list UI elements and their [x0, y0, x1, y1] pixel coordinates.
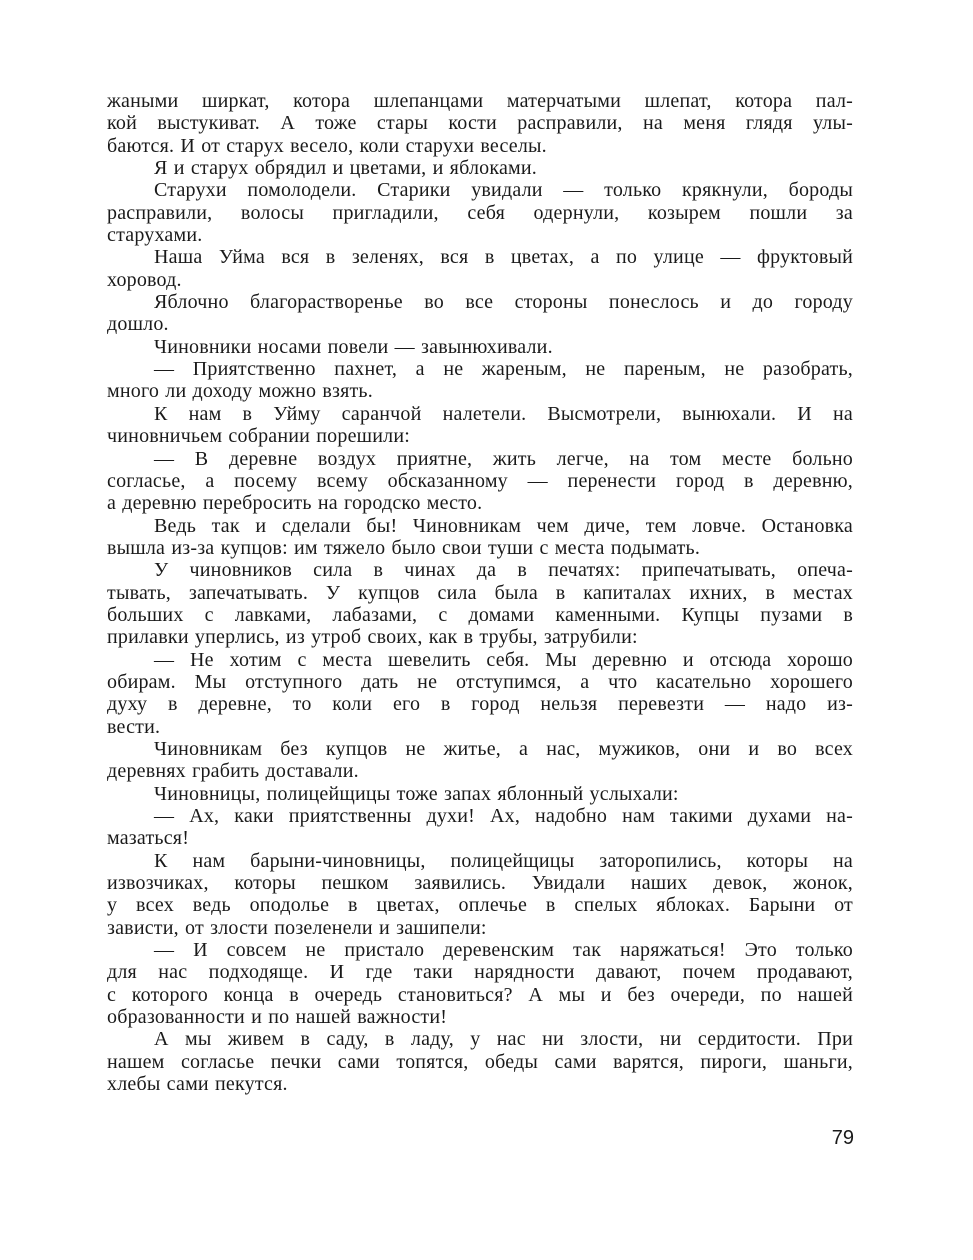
text-line: извозчиках, которы пешком заявились. Увидали наших девок, жонок, [107, 872, 853, 895]
text-line: Ведь так и сделали бы! Чиновникам чем диче, тем ловче. Остановка [154, 514, 853, 537]
text-line: с которого конца в очередь становиться? А мы и без очереди, по нашей [107, 983, 853, 1006]
text-line: Чиновники носами повели — завынюхивали. [154, 335, 553, 358]
text-line: согласье, а посему всему обсказанному — перенести город в деревню, [107, 469, 853, 492]
text-line: образованности и по нашей важности! [107, 1006, 448, 1029]
text-line: больших с лавками, лабазами, с домами каменными. Купцы пузами в [107, 603, 853, 626]
text-line: духу в деревне, то коли его в город нельзя перевезти — надо из- [107, 693, 853, 716]
text-line: хлебы сами пекутся. [107, 1073, 288, 1096]
text-line: А мы живем в саду, в ладу, у нас ни злости, ни сердитости. При [154, 1028, 853, 1051]
text-line: кой выстукиват. А тоже стары кости расправили, на меня глядя улы- [107, 112, 853, 135]
text-line: Чиновникам без купцов не житье, а нас, мужиков, они и во всех [154, 737, 853, 760]
text-line: К нам барыни-чиновницы, полицейщицы заторопились, которы на [154, 849, 853, 872]
text-line: — Ах, каки приятственны духи! Ах, надобно нам такими духами на- [154, 805, 853, 827]
text-line: старухами. [107, 224, 203, 247]
text-line: — В деревне воздух приятне, жить легче, на том месте больно [154, 447, 853, 470]
text-line: — Приятственно пахнет, а не жареным, не пареным, не разобрать, [154, 358, 853, 381]
text-line: Чиновницы, полицейщицы тоже запах яблонный услыхали: [154, 782, 679, 805]
text-line: К нам в Уйму саранчой налетели. Высмотрели, вынюхали. И на [154, 402, 853, 425]
text-line: а деревню перебросить на городско место. [107, 492, 483, 515]
text-line: прилавки уперлись, из утроб своих, как в трубы, затрубили: [107, 626, 638, 649]
text-line: зависти, от злости позеленели и зашипели: [107, 916, 487, 939]
text-block [107, 90, 853, 1095]
text-line: вышла из-за купцов: им тяжело было свои туши с места подымать. [107, 536, 701, 559]
text-line: расправили, волосы пригладили, себя одернули, козырем пошли за [107, 201, 853, 224]
text-line: для нас подходяще. И где таки нарядности давают, почем продавают, [107, 961, 853, 984]
text-line: Я и старух обрядил и цветами, и яблоками. [154, 157, 537, 180]
text-line: деревнях грабить доставали. [107, 760, 359, 783]
text-line: жаными ширкат, котора шлепанцами матерчатыми шлепат, котора пал- [107, 90, 853, 112]
text-line: мазаться! [107, 827, 190, 850]
text-line: дошло. [107, 313, 169, 336]
text-line: Старухи помолодели. Старики увидали — только крякнули, бороды [154, 179, 853, 202]
text-line: вести. [107, 715, 161, 738]
text-line: много ли доходу можно взять. [107, 380, 373, 403]
text-line: хоровод. [107, 268, 182, 291]
text-line: — Не хотим с места шевелить себя. Мы деревню и отсюда хорошо [154, 648, 853, 671]
text-line: обирам. Мы отступного дать не отступимся, а что касательно хорошего [107, 670, 853, 693]
text-line: нашем согласье печки сами топятся, обеды сами варятся, пироги, шаньги, [107, 1050, 853, 1073]
text-line: чиновничьем собрании порешили: [107, 425, 410, 448]
page-number: 79 [831, 1127, 854, 1149]
text-line: тывать, запечатывать. У купцов сила была в капиталах ихних, в местах [107, 581, 853, 604]
text-line: у всех ведь оподолье в цветах, оплечье в спелых яблоках. Барыни от [107, 894, 853, 917]
text-line: Наша Уйма вся в зеленях, вся в цветах, а по улице — фруктовый [154, 246, 853, 269]
text-line: баются. И от старух весело, коли старухи веселы. [107, 134, 547, 157]
text-line: Яблочно благорастворенье во все стороны понеслось и до городу [154, 291, 853, 314]
text-line: — И совсем не пристало деревенским так наряжаться! Это только [154, 939, 853, 962]
text-line: У чиновников сила в чинах да в печатях: припечатывать, опеча- [154, 559, 853, 582]
